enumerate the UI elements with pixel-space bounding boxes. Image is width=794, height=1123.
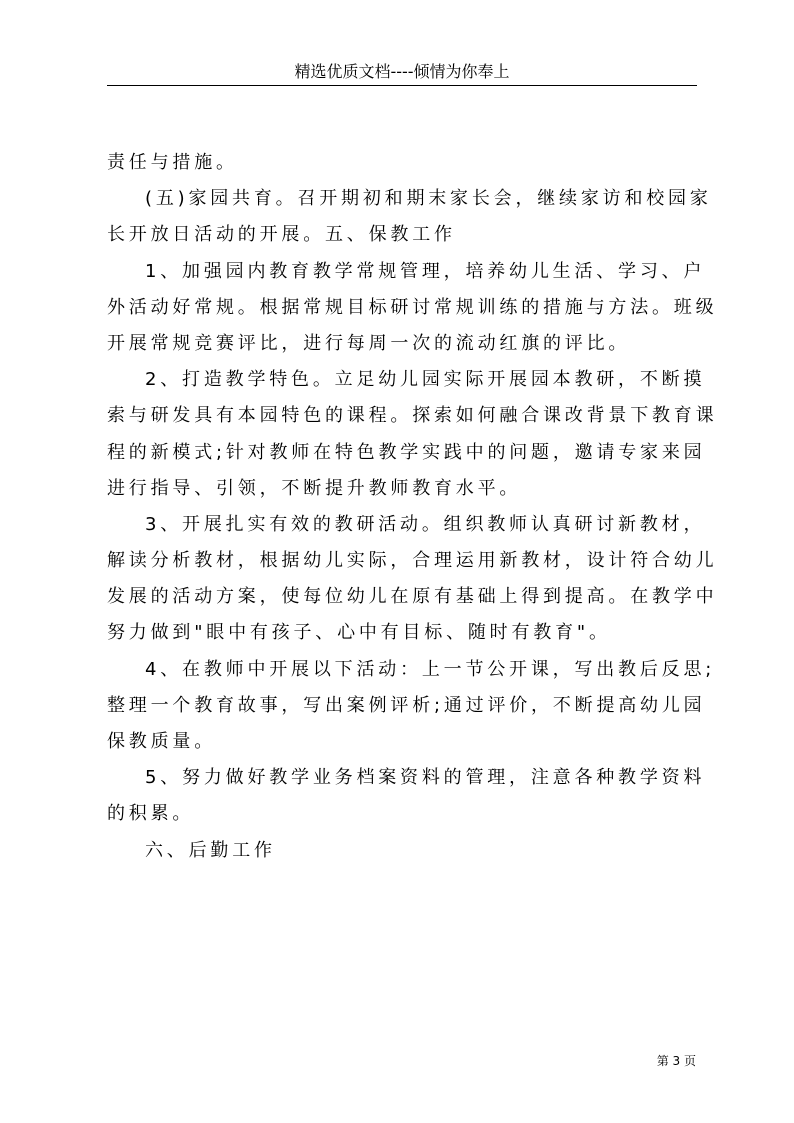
document-body [107,145,718,869]
paragraph-line: 责任与措施。 [107,152,238,173]
paragraph-line: 2、打造教学特色。立足幼儿园实际开展园本教研，不断摸 [145,369,706,391]
paragraph-line: 开展常规竞赛评比，进行每周一次的流动红旗的评比。 [107,332,631,354]
paragraph-line: 整理一个教育故事，写出案例评析;通过评价，不断提高幼儿园 [107,694,706,716]
paragraph-line: 1、加强园内教育教学常规管理，培养幼儿生活、学习、户 [145,260,706,282]
paragraph-line: 3、开展扎实有效的教研活动。组织教师认真研讨新教材， [145,513,706,535]
paragraph-line: 的积累。 [107,803,195,825]
paragraph-line: 进行指导、引领，不断提升教师教育水平。 [107,477,522,499]
paragraph-line: 程的新模式;针对教师在特色教学实践中的问题，邀请专家来园 [107,441,706,463]
paragraph-line: 长开放日活动的开展。五、保教工作 [107,224,456,246]
header-divider [107,85,697,86]
paragraph-line: 努力做到"眼中有孩子、心中有目标、随时有教育"。 [107,622,611,644]
page-number: 第 3 页 [656,1054,696,1068]
paragraph-line: 解读分析教材，根据幼儿实际，合理运用新教材，设计符合幼儿 [107,550,718,572]
paragraph-line: (五)家园共育。召开期初和期末家长会，继续家访和校园家 [145,188,712,210]
paragraph-line: 索与研发具有本园特色的课程。探索如何融合课改背景下教育课 [107,405,718,427]
page-header: 精选优质文档----倾情为你奉上 [294,62,510,81]
paragraph-line: 5、努力做好教学业务档案资料的管理，注意各种教学资料 [145,767,706,789]
paragraph-line: 外活动好常规。根据常规目标研讨常规训练的措施与方法。班级 [107,296,718,318]
paragraph-line: 发展的活动方案，使每位幼儿在原有基础上得到提高。在教学中 [107,586,718,608]
paragraph-line: 保教质量。 [107,731,216,752]
section-heading: 六、后勤工作 [145,839,276,861]
paragraph-line: 4、在教师中开展以下活动：上一节公开课，写出教后反思; [145,658,716,680]
